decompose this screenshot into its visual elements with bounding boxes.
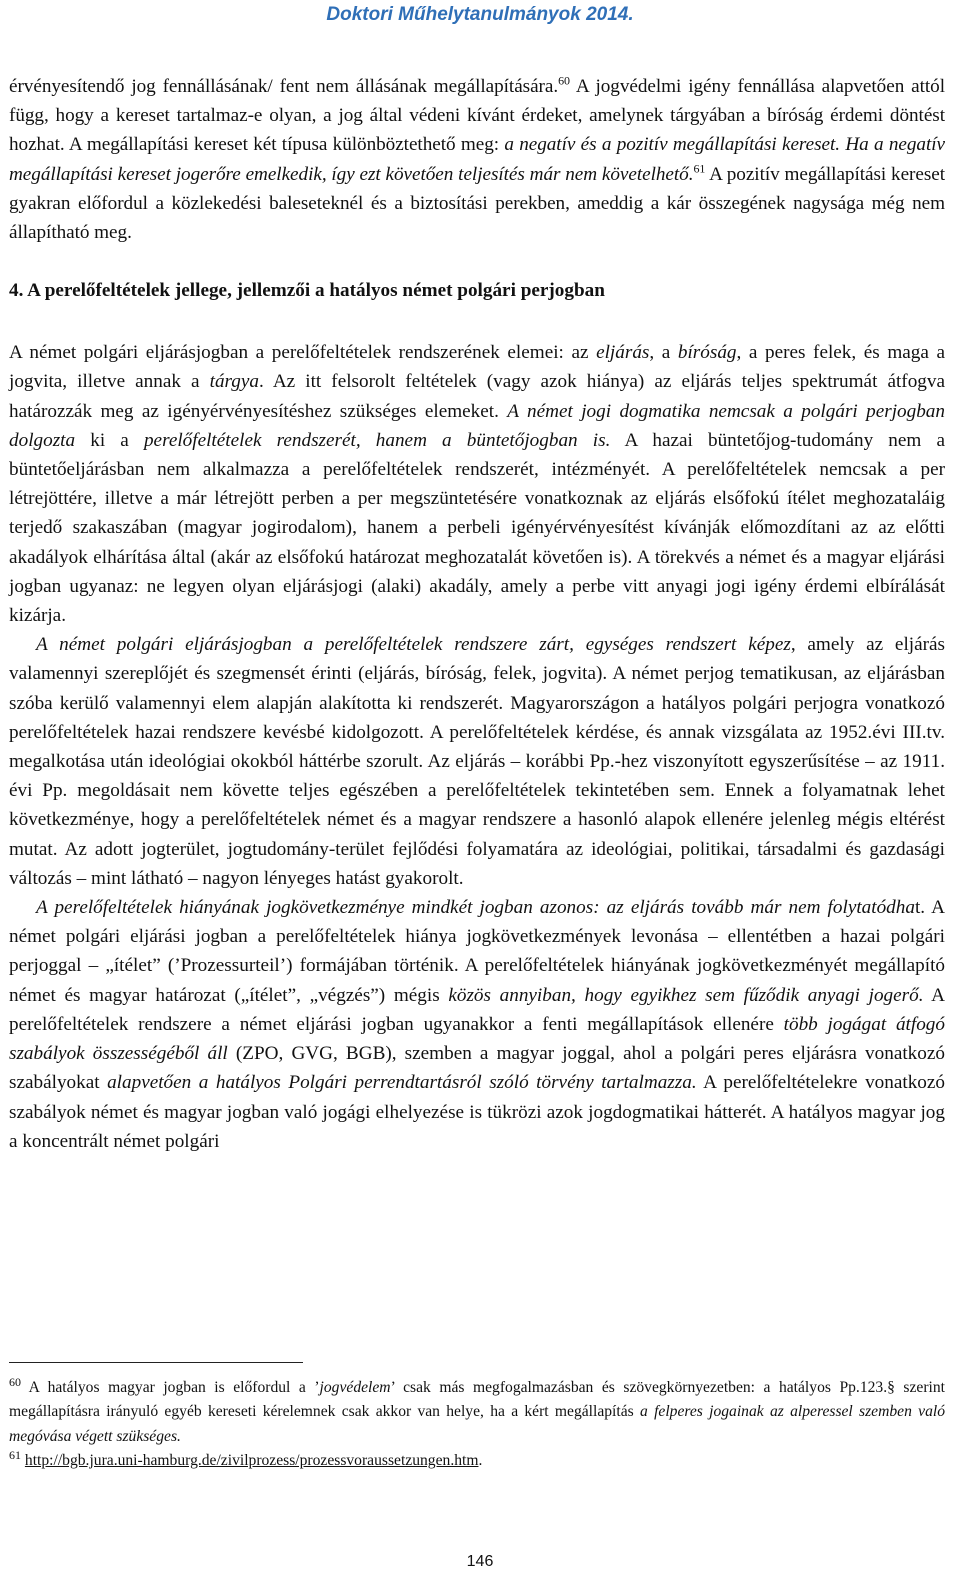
italic-span: A perelőfeltételek hiányának jogkövetkezménye mindkét jogban azonos: az eljárás tovább már nem folytatódha xyxy=(36,897,915,919)
text-span: t. A német polgári eljárási jogban a perelőfeltételek hiánya jogkövetkezmények levonása – ellentétben a hazai polgári perjoggal – „ítélet” (’Prozessurteil’) formájában történik. A perelőfeltételek hiányának jogkövetkezményét megállapító német és magyar határozat („ítélet”, „végzés”) mégis xyxy=(9,897,945,1006)
italic-span: A német polgári eljárásjogban a perelőfeltételek rendszere zárt, egységes rendszert képez xyxy=(36,634,791,656)
paragraph-1 xyxy=(9,72,945,247)
italic-span: több jogágat átfogó szabályok összességéből áll xyxy=(9,1013,945,1065)
footnote-61 xyxy=(9,1449,945,1473)
paragraph-2 xyxy=(9,338,945,630)
page-number: 146 xyxy=(466,1553,494,1570)
text-span: A perelőfeltételekre vonatkozó szabályok német és magyar jogban való jogági elhelyezése is tükrözi azok jogdogmatikai hátterét. A hatályos magyar jog a koncentrált német polgári xyxy=(9,1072,946,1152)
footnote-ref-60[interactable]: 60 xyxy=(558,73,571,88)
italic-span: tárgya xyxy=(209,371,260,393)
footnote-60 xyxy=(9,1376,945,1449)
italic-span: perelőfeltételek rendszerét, hanem a büntetőjogban is. xyxy=(143,429,611,451)
text-span: A jogvédelmi igény fennállása alapvetően attól függ, hogy a kereset tartalmaz-e olyan, a jog által védeni kívánt érdeket, amelynek tárgyában a bíróság érdemi döntést hozhat. A megállapítási kereset két típusa különböztethető meg: xyxy=(9,76,945,156)
text-span: . Az itt felsorolt feltételek (vagy azok hiánya) az eljárás teljes spektrumát átfogva határozzák meg az igényérvényesítéshez szükséges elemeket. xyxy=(9,371,945,422)
italic-span: jogvédelem xyxy=(319,1379,391,1396)
text-span: . xyxy=(478,1452,483,1470)
text-span: ’ csak más megfogalmazásban és szövegkörnyezetben: a hatályos Pp.123.§ szerint megállapításra irányuló egyéb kereseti kérelemnek csak akkor van helye, ha a kért megállapítás xyxy=(9,1379,945,1421)
paragraph-4 xyxy=(9,893,945,1156)
italic-span: bíróság xyxy=(677,342,737,364)
italic-span: A német jogi dogmatika nemcsak a polgári perjogban dolgozta xyxy=(9,400,945,451)
running-header: Doktori Műhelytanulmányok 2014. xyxy=(326,4,634,25)
text-span: A hazai büntetőjog-tudomány nem a büntetőeljárásban nem alkalmazza a perelőfeltételek rendszerét, intézményét. A perelőfeltételek nemcsak a per létrejöttére, illetve a már létrejött perben a per megszüntetésére vonatkoznak az eljárás elsőfokú ítélet meghozataláig terjedő szakaszában (magyar jogirodalom), hanem a perbeli igényérvényesítést kívánják előmozdítani az az előtti akadályok elhárítása által (akár az elsőfokú határozat meghozatalát követően is). A törekvés a német és a magyar eljárási jogban ugyanaz: ne legyen olyan eljárásjogi (alaki) akadály, amely a perbe vitt anyagi jogi igény érdemi elbírálását kizárja. xyxy=(9,429,945,627)
italic-span: közös annyiban, hogy egyikhez sem fűződik anyagi jogerő. xyxy=(448,984,924,1006)
italic-span: a negatív és a pozitív megállapítási kereset. Ha a negatív megállapítási kereset jogerőre emelkedik, így ezt követően teljesítés már nem követelhető. xyxy=(9,134,945,185)
text-span: A német polgári eljárásjogban a perelőfeltételek rendszerének elemei: az xyxy=(9,342,597,364)
italic-span: alapvetően a hatályos Polgári perrendtartásról szóló törvény tartalmazza. xyxy=(107,1072,697,1094)
text-span: , a xyxy=(649,342,678,364)
text-span: A pozitív megállapítási kereset gyakran előfordul a közlekedési baleseteknél és a biztosítási perekben, ameddig a kár összegének nagysága még nem állapítható meg. xyxy=(9,163,945,244)
footnote-ref-61[interactable]: 61 xyxy=(693,161,706,176)
italic-span: eljárás xyxy=(596,342,650,364)
footnote-link[interactable]: http://bgb.jura.uni-hamburg.de/zivilprozess/prozessvoraussetzungen.htm xyxy=(24,1452,479,1470)
text-span: (ZPO, GVG, BGB), szemben a magyar joggal, ahol a polgári peres eljárásra vonatkozó szabályokat xyxy=(9,1043,945,1094)
footnote-separator xyxy=(9,1362,303,1363)
footnote-marker: 61 xyxy=(9,1448,21,1463)
text-span: , a peres felek, és maga a jogvita, illetve annak a xyxy=(9,342,945,393)
text-span: A hatályos magyar jogban is előfordul a ’ xyxy=(21,1379,320,1396)
paragraph-3 xyxy=(9,630,945,893)
footnote-marker: 60 xyxy=(9,1374,21,1389)
footnotes xyxy=(9,1376,945,1474)
page-body xyxy=(9,72,945,1156)
section-heading: 4. A perelőfeltételek jellege, jellemzői a hatályos német polgári perjogban xyxy=(9,280,605,302)
text-span: érvényesítendő jog fennállásának/ fent nem állásának megállapítására. xyxy=(9,76,559,97)
italic-span: a felperes jogainak az alperessel szemben való megóvása végett szükséges. xyxy=(9,1403,945,1445)
text-span: A perelőfeltételek rendszere a német eljárási jogban ugyanakkor a fenti megállapítások ellenére xyxy=(9,984,945,1035)
text-span: , amely az eljárás valamennyi szereplőjét és szegmensét érinti (eljárás, bíróság, felek, jogvita). A német perjog tematikusan, az eljárásban szóba kerülő valamennyi elem alapján alakította ki rendszerét. Magyarországon a hatályos polgári perjogra vonatkozó perelőfeltételek hazai rendszere kevésbé kidolgozott. A perelőfeltételek kérdése, és annak vizsgálata az 1952.évi III.tv. megalkotása után ideológiai okokból háttérbe szorult. Az eljárás – korábbi Pp.-hez viszonyított egyszerűsítése – az 1911. évi Pp. megoldásait nem követte teljes egészében a perelőfeltételek tekintetében sem. Ennek a folyamatnak lehet következménye, hogy a perelőfeltételek német és a magyar rendszere a hasonló alapok ellenére jelenleg mégis eltérést mutat. Az adott jogterület, jogtudomány-terület fejlődési folyamatára az ideológiai, politikai, társadalmi és gazdasági változás – mint látható – nagyon lényeges hatást gyakorolt. xyxy=(9,634,946,889)
text-span: ki a xyxy=(75,429,144,451)
